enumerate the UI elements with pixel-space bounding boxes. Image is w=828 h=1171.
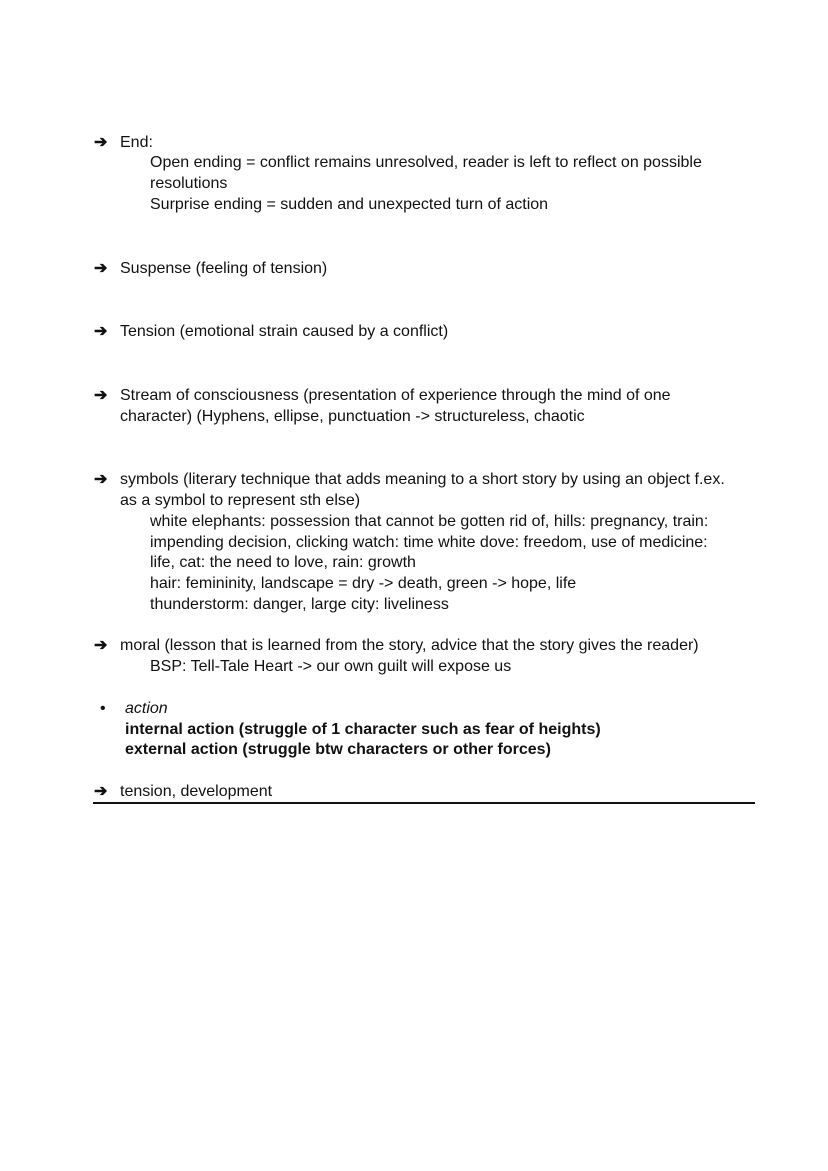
horizontal-rule bbox=[93, 802, 755, 804]
tension-development-heading: tension, development bbox=[120, 783, 273, 800]
symbols-example: life, cat: the need to love, rain: growth bbox=[150, 554, 416, 571]
symbols-example: impending decision, clicking watch: time white dove: freedom, use of medicine: bbox=[150, 534, 708, 551]
action-heading: action bbox=[125, 700, 168, 717]
tension-heading: Tension (emotional strain caused by a conflict) bbox=[120, 323, 449, 340]
stream-line: character) (Hyphens, ellipse, punctuation -> structureless, chaotic bbox=[120, 408, 585, 425]
end-heading: End: bbox=[120, 134, 153, 151]
symbols-example: white elephants: possession that cannot be gotten rid of, hills: pregnancy, train: bbox=[150, 513, 709, 530]
action-line: external action (struggle btw characters or other forces) bbox=[125, 741, 551, 758]
symbols-line: as a symbol to represent sth else) bbox=[120, 492, 361, 509]
moral-example: BSP: Tell-Tale Heart -> our own guilt will expose us bbox=[150, 658, 512, 675]
moral-heading: moral (lesson that is learned from the story, advice that the story gives the reader) bbox=[120, 637, 699, 654]
symbols-line: symbols (literary technique that adds meaning to a short story by using an object f.ex. bbox=[120, 471, 725, 488]
arrow-icon: ➔ bbox=[94, 783, 108, 800]
arrow-icon: ➔ bbox=[94, 471, 108, 488]
end-line: resolutions bbox=[150, 175, 228, 192]
arrow-icon: ➔ bbox=[94, 637, 108, 654]
arrow-icon: ➔ bbox=[94, 387, 108, 404]
symbols-example: hair: femininity, landscape = dry -> death, green -> hope, life bbox=[150, 575, 577, 592]
bullet-icon: • bbox=[100, 700, 106, 717]
arrow-icon: ➔ bbox=[94, 260, 108, 277]
end-line: Surprise ending = sudden and unexpected turn of action bbox=[150, 196, 549, 213]
arrow-icon: ➔ bbox=[94, 134, 108, 151]
end-line: Open ending = conflict remains unresolved, reader is left to reflect on possible bbox=[150, 154, 702, 171]
action-line: internal action (struggle of 1 character such as fear of heights) bbox=[125, 721, 601, 738]
stream-line: Stream of consciousness (presentation of experience through the mind of one bbox=[120, 387, 671, 404]
suspense-heading: Suspense (feeling of tension) bbox=[120, 260, 328, 277]
symbols-example: thunderstorm: danger, large city: liveliness bbox=[150, 596, 449, 613]
arrow-icon: ➔ bbox=[94, 323, 108, 340]
